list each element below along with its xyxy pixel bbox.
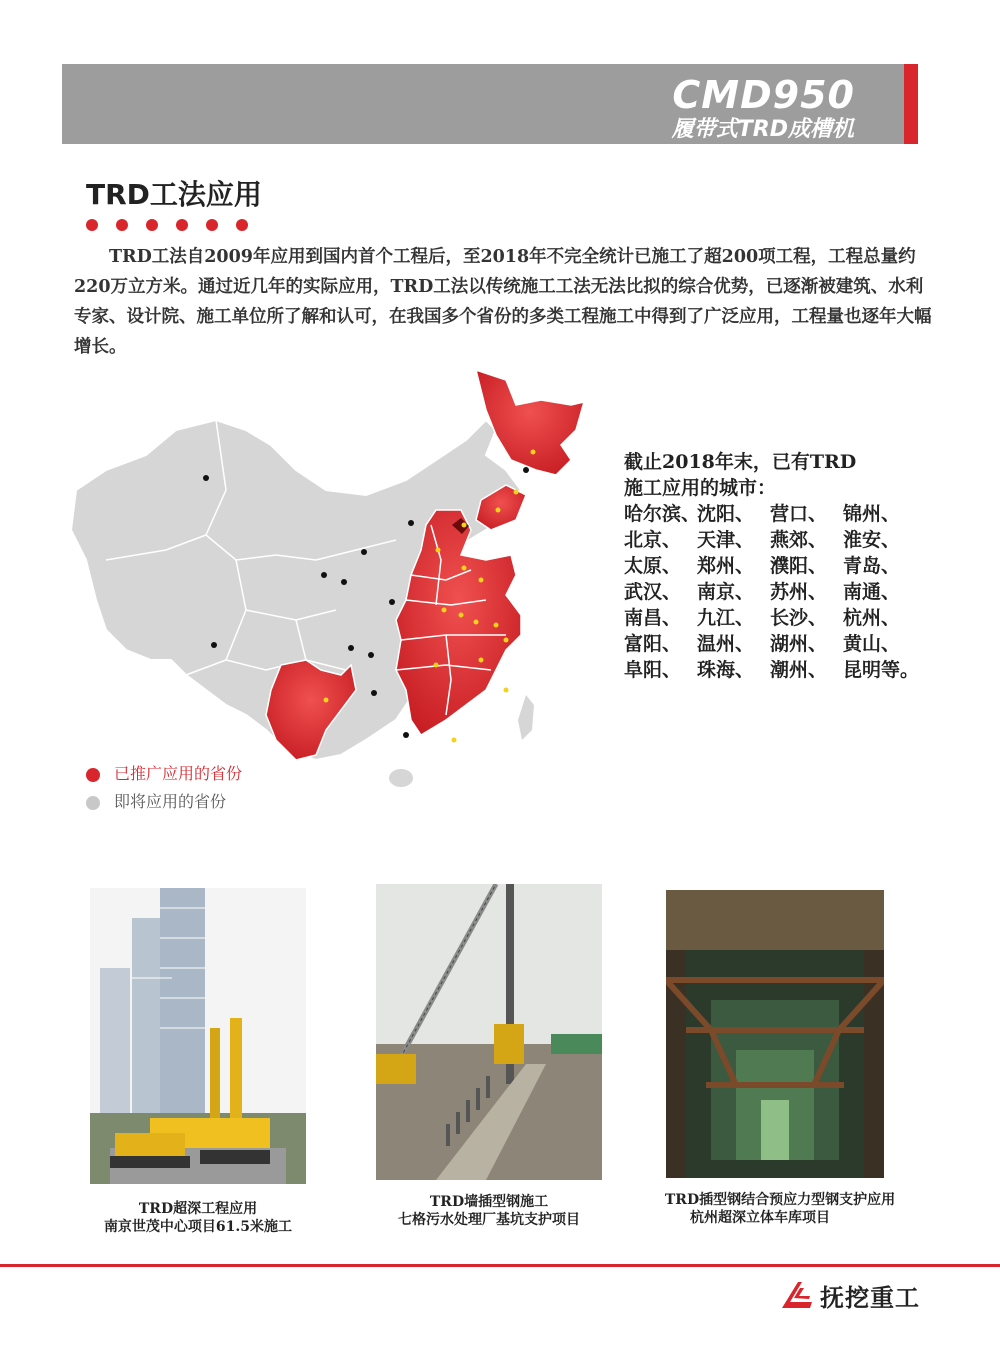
cities-row <box>624 631 924 657</box>
city-item: 温州、 <box>697 633 755 655</box>
photo-caption-2 <box>360 1193 618 1229</box>
legend-upcoming-label: 即将应用的省份 <box>114 791 227 811</box>
caption-line: 七格污水处理厂基坑支护项目 <box>398 1212 580 1228</box>
city-item: 郑州、 <box>697 555 755 577</box>
city-item: 昆明等。 <box>843 659 920 681</box>
city-item: 长沙、 <box>770 607 828 629</box>
caption-line: TRD插型钢结合预应力型钢支护应用 <box>664 1192 896 1208</box>
city-item: 黄山、 <box>843 633 901 655</box>
photo-hangzhou-garage <box>666 890 884 1178</box>
city-item: 沈阳、 <box>697 503 755 525</box>
footer-divider <box>0 1264 1000 1267</box>
caption-line: TRD墙插型钢施工 <box>429 1194 549 1210</box>
caption-line: 南京世茂中心项目61.5米施工 <box>103 1219 293 1235</box>
city-item: 珠海、 <box>697 659 755 681</box>
city-item: 南京、 <box>697 581 755 603</box>
brand-logo <box>780 1278 920 1312</box>
section-title: TRD工法应用 <box>86 178 262 211</box>
map-region-taiwan <box>518 695 534 740</box>
photo-qige-sewage <box>376 884 602 1180</box>
cities-row <box>624 527 924 553</box>
brand-logo-icon <box>780 1280 814 1310</box>
city-item: 营口、 <box>770 503 828 525</box>
map-legend <box>86 758 242 814</box>
intro-paragraph: TRD工法自2009年应用到国内首个工程后，至2018年不完全统计已施工了超200项工程，工程总量约220万立方米。通过近几年的实际应用，TRD工法以传统施工工法无法比拟的综合优势，已逐渐被建筑、水利专家、设计院、施工单位所了解和认可，在我国多个省份的多类工程施工中得到了广泛应用，工程量也逐年大幅增长。 <box>74 247 932 357</box>
city-item: 南通、 <box>843 581 901 603</box>
cities-row <box>624 657 924 683</box>
city-item: 淮安、 <box>843 529 901 551</box>
city-item: 武汉、 <box>624 581 682 603</box>
legend-applied-dot <box>86 768 100 782</box>
city-item: 富阳、 <box>624 633 682 655</box>
city-item: 阜阳、 <box>624 659 682 681</box>
city-item: 太原、 <box>624 555 682 577</box>
legend-applied <box>86 758 242 786</box>
legend-upcoming-dot <box>86 796 100 810</box>
cities-heading-line2: 施工应用的城市： <box>624 477 777 499</box>
cities-row <box>624 605 924 631</box>
photo-caption-1 <box>70 1200 326 1236</box>
photo-caption-3 <box>630 1191 930 1227</box>
header-accent-bar <box>904 64 918 144</box>
legend-upcoming <box>86 786 242 814</box>
title-dots-decoration <box>86 216 266 230</box>
map-region-hainan <box>389 769 413 787</box>
caption-line: 杭州超深立体车库项目 <box>690 1210 830 1226</box>
city-item: 北京、 <box>624 529 682 551</box>
cities-list <box>624 449 924 683</box>
city-item: 青岛、 <box>843 555 901 577</box>
city-item: 燕郊、 <box>770 529 828 551</box>
cities-row <box>624 553 924 579</box>
city-item: 锦州、 <box>843 503 901 525</box>
photo-nanjing-shimao <box>90 888 306 1184</box>
city-item: 苏州、 <box>770 581 828 603</box>
model-title: CMD950 <box>672 73 855 117</box>
china-map <box>66 360 606 800</box>
city-item: 濮阳、 <box>770 555 828 577</box>
city-item: 湖州、 <box>770 633 828 655</box>
brand-name: 抚挖重工 <box>820 1283 920 1312</box>
cities-heading-line1: 截止2018年末，已有TRD <box>624 451 857 473</box>
city-item: 九江、 <box>697 607 755 629</box>
city-item: 南昌、 <box>624 607 682 629</box>
city-item: 天津、 <box>697 529 755 551</box>
legend-applied-label: 已推广应用的省份 <box>114 763 243 783</box>
city-item: 杭州、 <box>843 607 901 629</box>
city-item: 潮州、 <box>770 659 828 681</box>
cities-row <box>624 501 924 527</box>
model-subtitle: 履带式TRD成槽机 <box>671 117 854 142</box>
caption-line: TRD超深工程应用 <box>138 1201 258 1217</box>
cities-row <box>624 579 924 605</box>
city-item: 哈尔滨、 <box>624 503 701 525</box>
